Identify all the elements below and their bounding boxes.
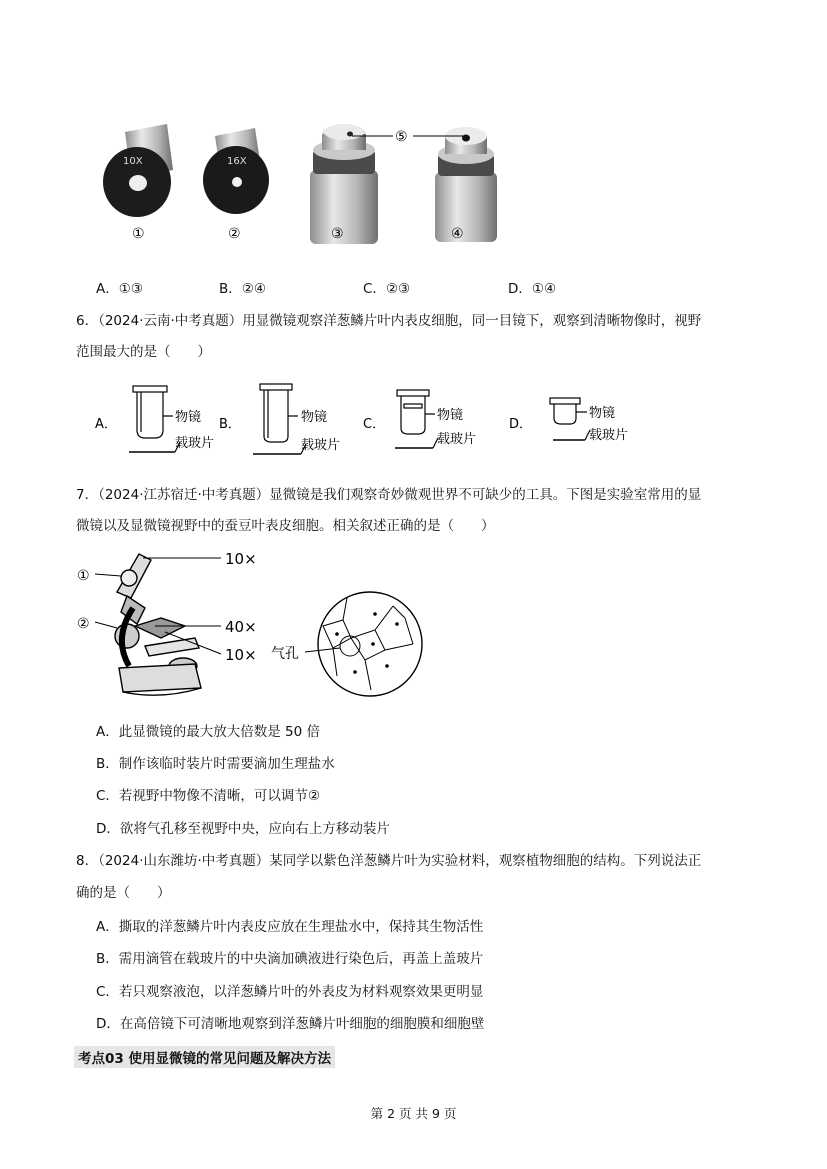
q8-option-a[interactable]: A．撕取的洋葱鳞片叶内表皮应放在生理盐水中，保持其生物活性 (96, 919, 484, 935)
section-heading: 考点03 使用显微镜的常见问题及解决方法 (74, 1046, 335, 1068)
q6-slide-c: 载玻片 (437, 432, 477, 447)
q6-lens-b: 物镜 (301, 410, 328, 425)
q7-stem-line1: 7．（2024·江苏宿迁·中考真题）显微镜是我们观察奇妙微观世界不可缺少的工具。下图是实验室常用的显 (76, 487, 702, 503)
page-footer: 第 2 页 共 9 页 (370, 1106, 457, 1121)
q6-stem-line2: 范围最大的是（ ） (76, 344, 211, 360)
q7-stem-line2: 微镜以及显微镜视野中的蚕豆叶表皮细胞。相关叙述正确的是（ ） (76, 518, 495, 534)
q8-stem-line1: 8．（2024·山东潍坊·中考真题）某同学以紫色洋葱鳞片叶为实验材料，观察植物细胞的结构。下列说法正 (76, 853, 702, 869)
q7-objective-low-label: 10× (225, 646, 257, 664)
q7-stoma-label: 气孔 (271, 646, 299, 662)
q7-objective-high-label: 40× (225, 618, 257, 636)
q6-lens-d: 物镜 (589, 406, 616, 421)
q5-option-d[interactable]: D．①④ (508, 281, 557, 297)
q8-option-d[interactable]: D．在高倍镜下可清晰地观察到洋葱鳞片叶细胞的细胞膜和细胞壁 (96, 1016, 485, 1032)
q5-option-c[interactable]: C．②③ (363, 281, 411, 297)
img-label-1: ① (132, 226, 145, 242)
q6-lens-c: 物镜 (437, 408, 464, 423)
q8-option-c[interactable]: C．若只观察液泡，以洋葱鳞片叶的外表皮为材料观察效果更明显 (96, 984, 484, 1000)
q8-option-b[interactable]: B．需用滴管在载玻片的中央滴加碘液进行染色后，再盖上盖玻片 (96, 951, 484, 967)
q6-figure (95, 378, 655, 458)
img-label-3: ③ (331, 226, 344, 242)
objective-short (435, 127, 497, 242)
img-label-4: ④ (451, 226, 464, 242)
q5-option-a[interactable]: A．①③ (96, 281, 143, 297)
q8-stem-line2: 确的是（ ） (76, 885, 171, 901)
q7-part1-label: ① (77, 568, 90, 584)
q6-slide-a: 载玻片 (175, 436, 215, 451)
q7-option-a[interactable]: A．此显微镜的最大放大倍数是 50 倍 (96, 724, 320, 740)
q7-part2-label: ② (77, 616, 90, 632)
q6-slide-b: 载玻片 (301, 438, 341, 453)
q6-option-c: C． (363, 417, 386, 432)
q7-option-b[interactable]: B．制作该临时装片时需要滴加生理盐水 (96, 756, 335, 772)
eyepiece-10x (103, 124, 173, 217)
q5-option-b[interactable]: B．②④ (219, 281, 266, 297)
img-label-2: ② (228, 226, 241, 242)
objective-long (310, 124, 378, 244)
eyepiece-16x (203, 128, 269, 214)
eyepiece2-label: 16X (227, 156, 247, 167)
q7-figure (75, 548, 435, 703)
q6-option-a: A． (95, 417, 117, 432)
q7-option-d[interactable]: D．欲将气孔移至视野中央，应向右上方移动装片 (96, 821, 390, 837)
q6-option-b: B． (219, 417, 241, 432)
eyepiece1-label: 10X (123, 156, 143, 167)
q6-lens-a: 物镜 (175, 410, 202, 425)
lens-figure (95, 110, 515, 260)
q6-option-d: D． (509, 417, 533, 432)
q7-option-c[interactable]: C．若视野中物像不清晰，可以调节② (96, 788, 321, 804)
callout-five: ⑤ (395, 129, 408, 145)
q6-slide-d: 载玻片 (589, 428, 629, 443)
q6-stem-line1: 6．（2024·云南·中考真题）用显微镜观察洋葱鳞片叶内表皮细胞，同一目镜下，观察到清晰物像时，视野 (76, 313, 702, 329)
q7-eyepiece-label: 10× (225, 550, 257, 568)
